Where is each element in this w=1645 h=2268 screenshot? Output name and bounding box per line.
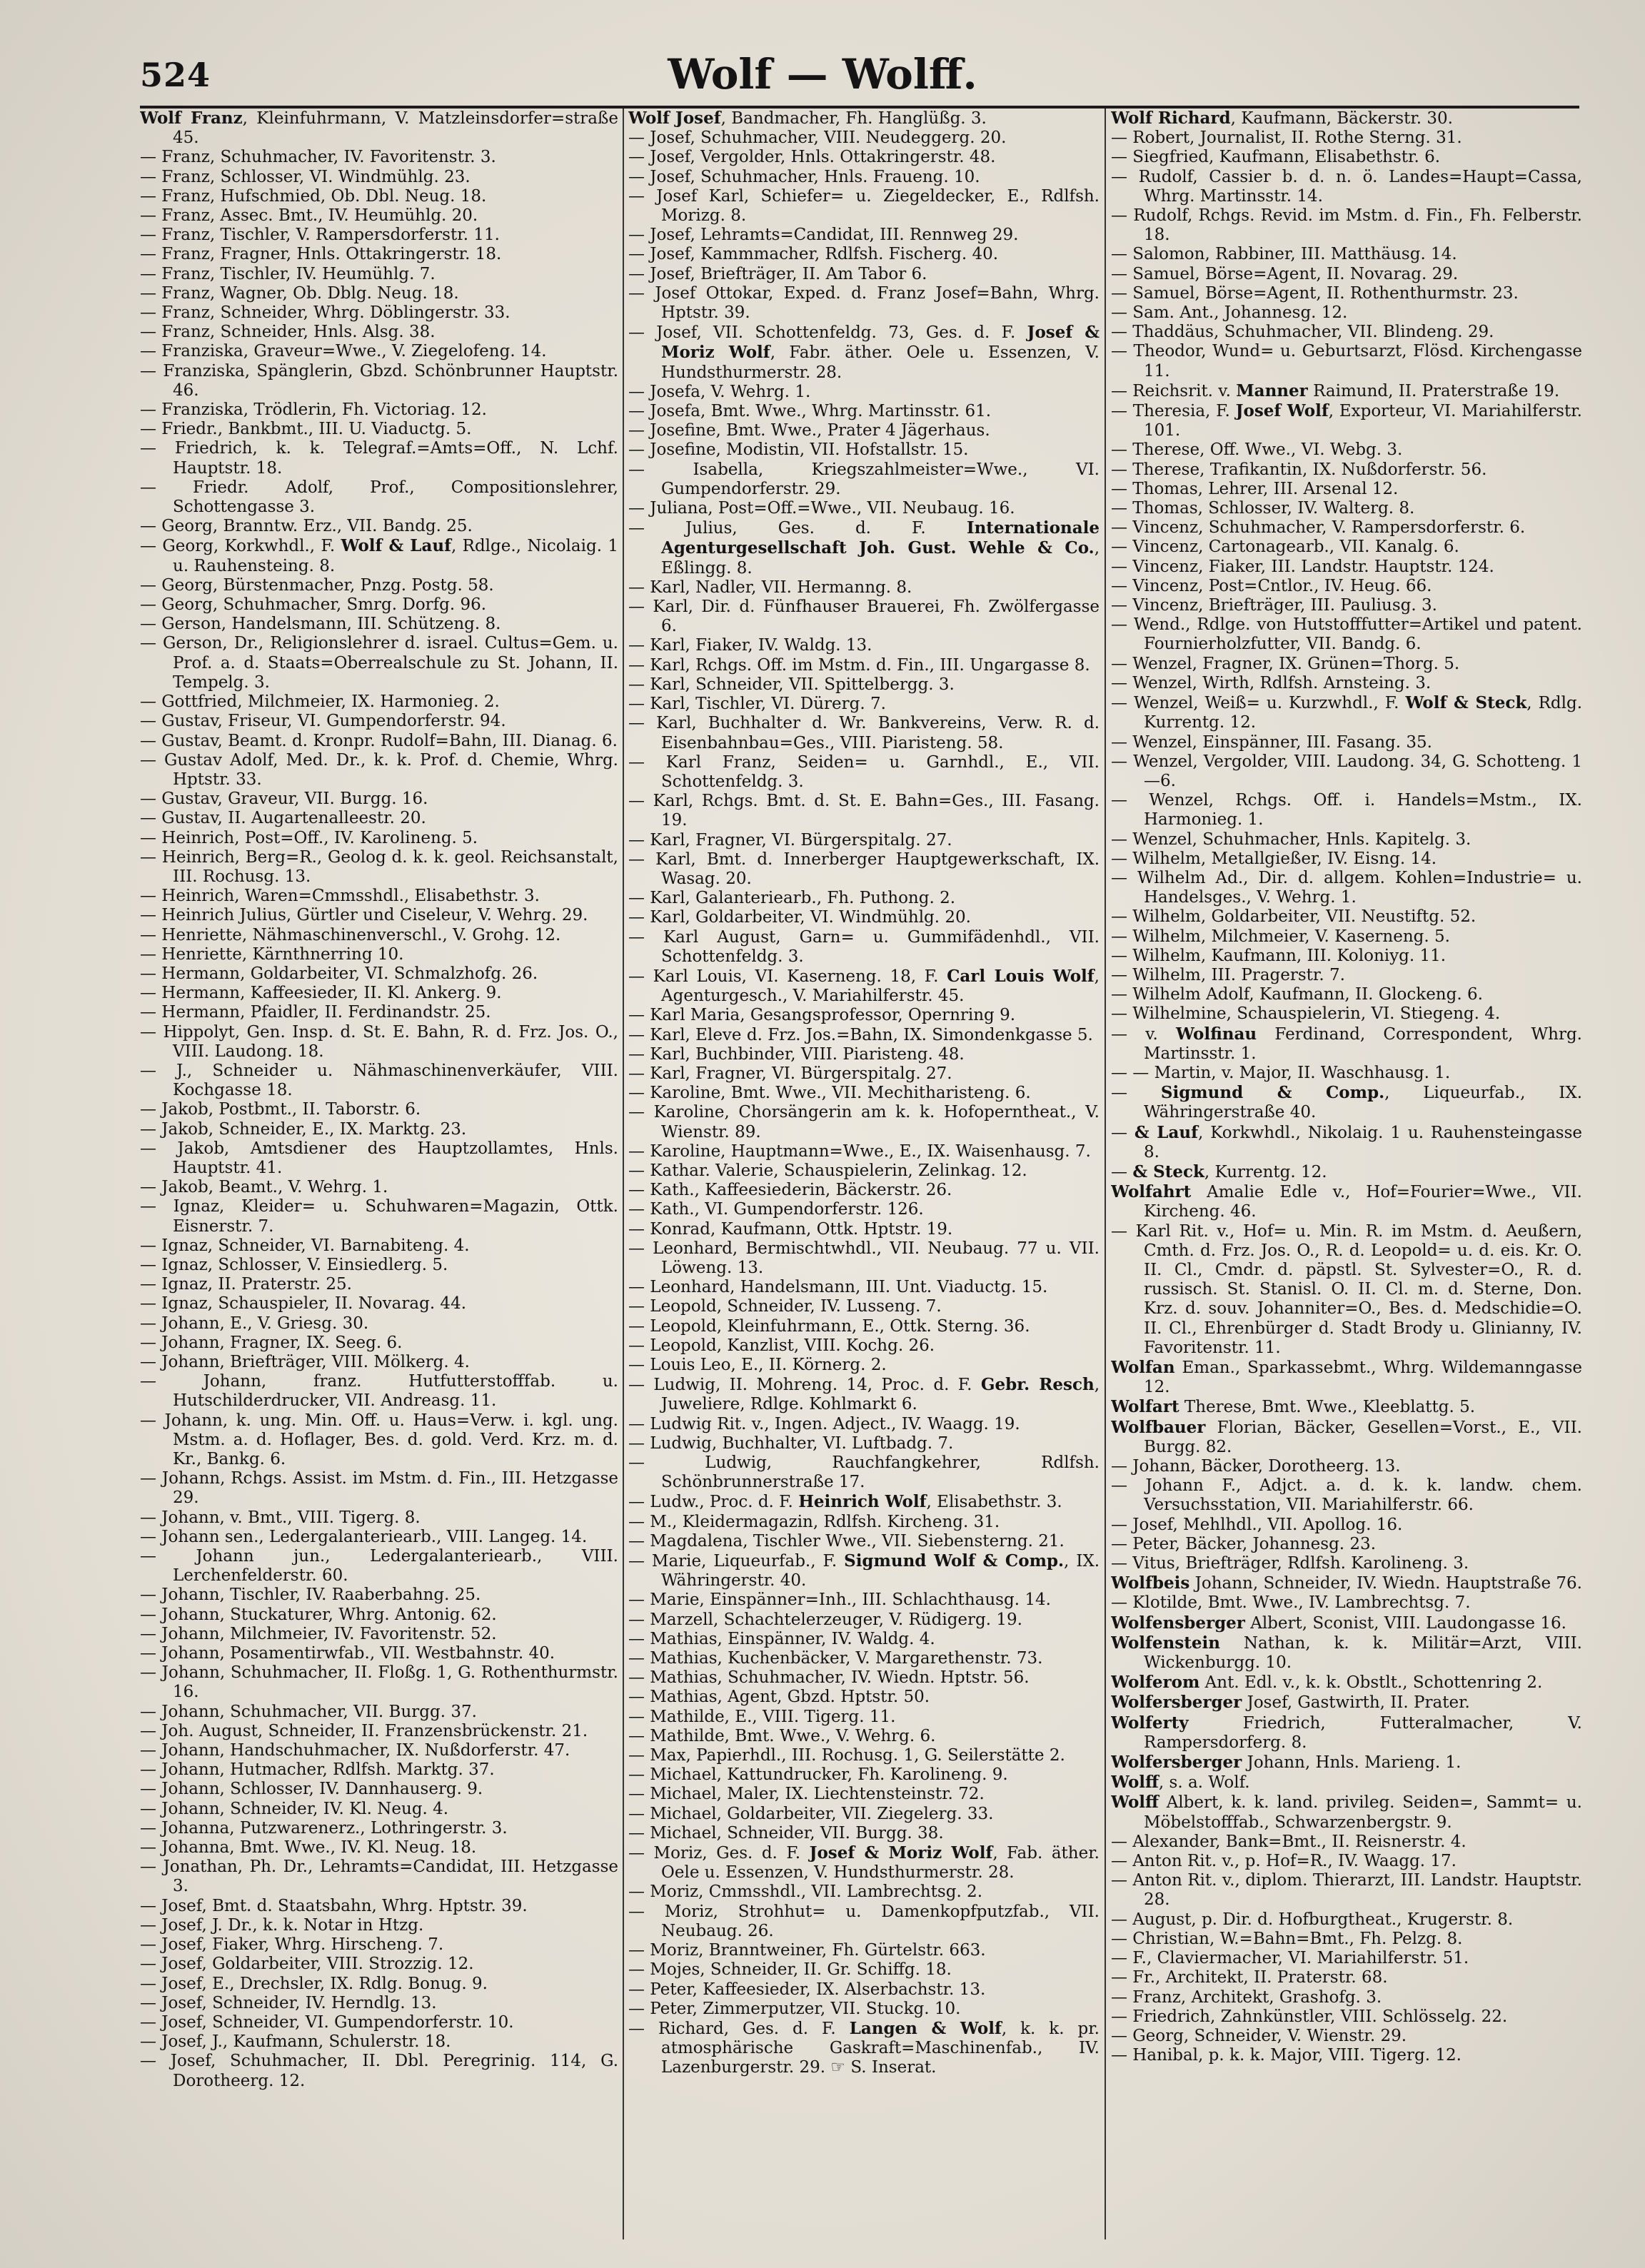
directory-entry: — Johann, Milchmeier, IV. Favoritenstr. 52. (140, 1624, 497, 1643)
directory-entry: — Gerson, Dr., Religionslehrer d. israel. Cultus=Gem. u. Prof. a. d. Staats=Oberrealschule zu St. Johann, II. Tempelg. 3. (140, 634, 618, 692)
directory-entry: — Kathar. Valerie, Schauspielerin, Zelinkag. 12. (628, 1161, 1027, 1180)
directory-entry: — Vincenz, Schuhmacher, V. Rampersdorferstr. 6. (1111, 518, 1526, 538)
directory-entry: — Franz, Tischler, V. Rampersdorferstr. 11. (140, 226, 500, 245)
directory-entry: — Theodor, Wund= u. Geburtsarzt, Flösd. Kirchengasse 11. (1111, 342, 1582, 380)
directory-entry: — Josefine, Modistin, VII. Hofstallstr. 15. (628, 440, 969, 460)
directory-entry: — Robert, Journalist, II. Rothe Sterng. 31. (1111, 128, 1462, 148)
directory-entry: — August, p. Dir. d. Hofburgtheat., Krugerstr. 8. (1111, 1910, 1514, 1929)
directory-entry: — Leonhard, Bermischtwhdl., VII. Neubaug. 77 u. VII. Löweng. 13. (628, 1239, 1100, 1277)
directory-entry: — Georg, Schuhmacher, Smrg. Dorfg. 96. (140, 595, 487, 615)
directory-entry: — Max, Papierhdl., III. Rochusg. 1, G. Seilerstätte 2. (628, 1746, 1065, 1765)
directory-entry: — Johanna, Bmt. Wwe., IV. Kl. Neug. 18. (140, 1838, 477, 1858)
directory-entry: — Johann, Schlosser, IV. Dannhauserg. 9. (140, 1780, 483, 1799)
directory-entry: — Moriz, Strohhut= u. Damenkopfputzfab., VII. Neubaug. 26. (628, 1902, 1100, 1940)
directory-entry: — Marie, Einspänner=Inh., III. Schlachthausg. 14. (628, 1591, 1051, 1610)
directory-entry: — Johann, v. Bmt., VIII. Tigerg. 8. (140, 1508, 421, 1527)
directory-entry: — Vincenz, Cartonagearb., VII. Kanalg. 6. (1111, 538, 1459, 557)
directory-entry: — Josef, J. Dr., k. k. Notar in Htzg. (140, 1915, 424, 1935)
directory-entry: — Karl, Nadler, VII. Hermanng. 8. (628, 578, 912, 597)
column-divider (623, 109, 624, 2239)
directory-entry: — Gustav, Beamt. d. Kronpr. Rudolf=Bahn, III. Dianag. 6. (140, 731, 618, 750)
directory-entry: Wolf Richard, Kaufmann, Bäckerstr. 30. (1111, 109, 1453, 128)
directory-entry: — Wilhelm, Metallgießer, IV. Eisng. 14. (1111, 849, 1437, 868)
directory-entry: — Karl, Buchhalter d. Wr. Bankvereins, Verw. R. d. Eisenbahnbau=Ges., VIII. Piaristeng. 58. (628, 714, 1100, 752)
directory-entry: — Vincenz, Post=Cntlor., IV. Heug. 66. (1111, 576, 1432, 595)
directory-entry: — Heinrich, Post=Off., IV. Karolineng. 5. (140, 828, 478, 847)
directory-entry: — Karl Rit. v., Hof= u. Min. R. im Mstm. d. Aeußern, Cmth. d. Frz. Jos. O., R. d. Leopold= u. d. eis. Kr. O. II. Cl., Cmdr. d. päpstl. St. Sylvester=O., R. d. russisch. St. Stanisl. O. II. Cl. m. d. Sterne, Don. Krz. d. souv. Johanniter=O., Bes. d. Medschidie=O. II. Cl., Ehrenbürger d. Stadt Brody u. Glinianny, IV. Favoritenstr. 11. (1111, 1221, 1582, 1357)
directory-entry: — Mojes, Schneider, II. Gr. Schiffg. 18. (628, 1960, 952, 1980)
directory-entry: — Vincenz, Briefträger, III. Pauliusg. 3. (1111, 596, 1437, 615)
directory-entry: — v. Wolfinau Ferdinand, Correspondent, Whrg. Martinsstr. 1. (1111, 1024, 1582, 1063)
directory-entry: Wolf Josef, Bandmacher, Fh. Hanglüßg. 3. (628, 109, 987, 128)
directory-entry: — Karoline, Hauptmann=Wwe., E., IX. Waisenhausg. 7. (628, 1141, 1091, 1161)
directory-entry: — Peter, Zimmerputzer, VII. Stuckg. 10. (628, 1999, 961, 2018)
directory-entry: — Johann jun., Ledergalanteriearb., VIII. Lerchenfelderstr. 60. (140, 1547, 618, 1586)
directory-entry: — Henriette, Nähmaschinenverschl., V. Grohg. 12. (140, 925, 561, 944)
directory-entry: — Hermann, Pfaidler, II. Ferdinandstr. 25. (140, 1003, 491, 1022)
directory-entry: — Michael, Kattundrucker, Fh. Karolineng. 9. (628, 1765, 1008, 1785)
directory-entry: — Franz, Schuhmacher, IV. Favoritenstr. 3. (140, 148, 496, 167)
directory-entry: — Friedr. Adolf, Prof., Compositionslehrer, Schottengasse 3. (140, 478, 618, 517)
directory-entry: — Johann, Tischler, IV. Raaberbahng. 25. (140, 1586, 481, 1605)
directory-entry: — Heinrich, Berg=R., Geolog d. k. k. geol. Reichsanstalt, III. Rochusg. 13. (140, 847, 618, 886)
column-1 (140, 109, 618, 2248)
directory-entry: — Jakob, Beamt., V. Wehrg. 1. (140, 1178, 388, 1197)
directory-entry: — Franz, Schneider, Hnls. Alsg. 38. (140, 323, 436, 342)
directory-entry: — Joh. August, Schneider, II. Franzensbrückenstr. 21. (140, 1721, 588, 1740)
directory-entry: — Karl Franz, Seiden= u. Garnhdl., E., VII. Schottenfeldg. 3. (628, 752, 1100, 791)
directory-entry: — Wilhelm, III. Pragerstr. 7. (1111, 965, 1345, 984)
directory-entry: — Gottfried, Milchmeier, IX. Harmonieg. 2. (140, 692, 500, 712)
directory-entry: — Karl, Fragner, VI. Bürgerspitalg. 27. (628, 1064, 952, 1083)
directory-entry: — Josef, Bmt. d. Staatsbahn, Whrg. Hptstr. 39. (140, 1896, 528, 1915)
directory-entry: — Josef, Schuhmacher, Hnls. Fraueng. 10. (628, 167, 980, 186)
directory-entry: — Karl, Dir. d. Fünfhauser Brauerei, Fh. Zwölfergasse 6. (628, 598, 1100, 636)
directory-entry: — Josef, Vergolder, Hnls. Ottakringerstr. 48. (628, 148, 996, 167)
directory-entry: — Josef, Schuhmacher, II. Dbl. Peregrinig. 114, G. Dorotheerg. 12. (140, 2052, 618, 2090)
directory-entry: — Reichsrit. v. Manner Raimund, II. Praterstraße 19. (1111, 380, 1560, 400)
directory-entry: — Konrad, Kaufmann, Ottk. Hptstr. 19. (628, 1219, 953, 1239)
page-title: Wolf — Wolff. (668, 50, 977, 99)
directory-entry: — Christian, W.=Bahn=Bmt., Fh. Pelzg. 8. (1111, 1929, 1463, 1948)
directory-entry: — Heinrich, Waren=Cmmsshdl., Elisabethstr. 3. (140, 887, 540, 906)
directory-entry: — Wend., Rdlge. von Hutstofffutter=Artikel und patent. Fournierholzfutter, VII. Bandg. 6. (1111, 615, 1582, 654)
directory-entry: — Therese, Trafikantin, IX. Nußdorferstr. 56. (1111, 460, 1487, 479)
directory-entry: — Josef, Kammmacher, Rdlfsh. Fischerg. 40. (628, 245, 999, 264)
directory-entry: — Michael, Maler, IX. Liechtensteinstr. 72. (628, 1785, 985, 1804)
directory-entry: — Ludwig Rit. v., Ingen. Adject., IV. Waagg. 19. (628, 1414, 1020, 1433)
directory-entry: — Josefine, Bmt. Wwe., Prater 4 Jägerhaus. (628, 421, 990, 440)
page-number: 524 (140, 56, 211, 94)
directory-entry: Wolfersberger Johann, Hnls. Marieng. 1. (1111, 1753, 1462, 1773)
directory-entry: — Johann, Bäcker, Dorotheerg. 13. (1111, 1457, 1401, 1476)
directory-entry: — Ludw., Proc. d. F. Heinrich Wolf, Elisabethstr. 3. (628, 1492, 1062, 1512)
directory-entry: — Heinrich Julius, Gürtler und Ciseleur, V. Wehrg. 29. (140, 906, 588, 925)
directory-entry: — Karl, Rchgs. Off. im Mstm. d. Fin., III. Ungargasse 8. (628, 655, 1090, 675)
directory-entry: — Franziska, Trödlerin, Fh. Victoriag. 12. (140, 400, 487, 420)
directory-entry: — Leopold, Kanzlist, VIII. Kochg. 26. (628, 1336, 935, 1355)
directory-entry: — Moriz, Cmmsshdl., VII. Lambrechtsg. 2. (628, 1883, 983, 1902)
directory-entry: — Wilhelm, Kaufmann, III. Koloniyg. 11. (1111, 946, 1447, 965)
directory-entry: — Karl August, Garn= u. Gummifädenhdl., VII. Schottenfeldg. 3. (628, 927, 1100, 966)
directory-entry: — Wilhelm Adolf, Kaufmann, II. Glockeng. 6. (1111, 985, 1483, 1004)
directory-entry: — Gustav, II. Augartenalleestr. 20. (140, 809, 426, 828)
directory-entry: — Johann sen., Ledergalanteriearb., VIII. Langeg. 14. (140, 1527, 588, 1546)
directory-entry: — Michael, Schneider, VII. Burgg. 38. (628, 1823, 944, 1843)
directory-entry: — Wenzel, Rchgs. Off. i. Handels=Mstm., IX. Harmonieg. 1. (1111, 791, 1582, 830)
directory-entry: — — Martin, v. Major, II. Waschhausg. 1. (1111, 1063, 1451, 1082)
directory-entry: — Karl Louis, VI. Kaserneng. 18, F. Carl Louis Wolf, Agenturgesch., V. Mariahilferstr. 45. (628, 966, 1100, 1006)
directory-entry: — Karl, Schneider, VII. Spittelbergg. 3. (628, 675, 955, 694)
directory-entry: — Franz, Hufschmied, Ob. Dbl. Neug. 18. (140, 186, 487, 206)
directory-entry: — Franz, Wagner, Ob. Dblg. Neug. 18. (140, 283, 459, 303)
directory-entry: — Karl, Galanteriearb., Fh. Puthong. 2. (628, 889, 956, 908)
directory-entry: — Marzell, Schachtelerzeuger, V. Rüdigerg. 19. (628, 1610, 1022, 1629)
directory-entry: — Rudolf, Rchgs. Revid. im Mstm. d. Fin., Fh. Felberstr. 18. (1111, 206, 1582, 245)
directory-entry: Wolfbauer Florian, Bäcker, Gesellen=Vorst., E., VII. Burgg. 82. (1111, 1417, 1582, 1456)
directory-entry: — Louis Leo, E., II. Körnerg. 2. (628, 1356, 887, 1374)
directory-entry: — Wilhelm Ad., Dir. d. allgem. Kohlen=Industrie= u. Handelsges., V. Wehrg. 1. (1111, 868, 1582, 907)
directory-entry: — Alexander, Bank=Bmt., II. Reisnerstr. 4. (1111, 1832, 1467, 1851)
directory-entry: — Henriette, Kärnthnerring 10. (140, 944, 404, 964)
directory-entry: — Therese, Off. Wwe., VI. Webg. 3. (1111, 440, 1403, 460)
directory-entry: — Johanna, Putzwarenerz., Lothringerstr. 3. (140, 1818, 508, 1838)
directory-entry: — Karl, Buchbinder, VIII. Piaristeng. 48. (628, 1044, 965, 1064)
directory-entry: — Thomas, Lehrer, III. Arsenal 12. (1111, 479, 1399, 498)
directory-entry: — Peter, Kaffeesieder, IX. Alserbachstr. 13. (628, 1980, 986, 1999)
directory-entry: — Karoline, Bmt. Wwe., VII. Mechitharisteng. 6. (628, 1084, 1031, 1103)
directory-entry: — Vincenz, Fiaker, III. Landstr. Hauptstr. 124. (1111, 557, 1494, 576)
directory-entry: — F., Claviermacher, VI. Mariahilferstr. 51. (1111, 1949, 1469, 1968)
directory-entry: — Mathias, Schuhmacher, IV. Wiedn. Hptstr. 56. (628, 1668, 1030, 1688)
directory-entry: — Julius, Ges. d. F. Internationale Agenturgesellschaft Joh. Gust. Wehle & Co., Eßlingg. 8. (628, 518, 1100, 578)
directory-entry: — Wenzel, Einspänner, III. Fasang. 35. (1111, 732, 1432, 752)
directory-entry: — Jakob, Postbmt., II. Taborstr. 6. (140, 1100, 421, 1119)
directory-entry: — Josef, Mehlhdl., VII. Apollog. 16. (1111, 1515, 1403, 1534)
directory-entry: — Sam. Ant., Johannesg. 12. (1111, 303, 1348, 323)
directory-entry: — Klotilde, Bmt. Wwe., IV. Lambrechtsg. 7. (1111, 1593, 1471, 1613)
directory-entry: Wolf Franz, Kleinfuhrmann, V. Matzleinsdorfer=straße 45. (140, 109, 618, 148)
directory-entry: — Jakob, Schneider, E., IX. Marktg. 23. (140, 1119, 467, 1139)
directory-entry: — Ignaz, Schlosser, V. Einsiedlerg. 5. (140, 1255, 448, 1274)
directory-entry: — & Steck, Kurrentg. 12. (1111, 1161, 1327, 1181)
directory-entry: — Josef, Schneider, VI. Gumpendorferstr. 10. (140, 2012, 514, 2032)
directory-entry: — Siegfried, Kaufmann, Elisabethstr. 6. (1111, 148, 1441, 167)
directory-entry: — M., Kleidermagazin, Rdlfsh. Kircheng. 31. (628, 1512, 1000, 1531)
directory-entry: — Josef Ottokar, Exped. d. Franz Josef=Bahn, Whrg. Hptstr. 39. (628, 283, 1100, 323)
directory-entry: — Marie, Liqueurfab., F. Sigmund Wolf & Comp., IX. Währingerstr. 40. (628, 1551, 1100, 1591)
directory-entry: — Georg, Korkwhdl., F. Wolf & Lauf, Rdlge., Nicolaig. 1 u. Rauhensteing. 8. (140, 536, 618, 575)
directory-entry: — Kath., Kaffeesiederin, Bäckerstr. 26. (628, 1181, 952, 1200)
directory-entry: Wolferty Friedrich, Futteralmacher, V. Rampersdorferg. 8. (1111, 1713, 1582, 1752)
directory-entry: — Fr., Architekt, II. Praterstr. 68. (1111, 1968, 1388, 1987)
directory-entry: — Mathilde, E., VIII. Tigerg. 11. (628, 1707, 896, 1726)
directory-entry: Wolfbeis Johann, Schneider, IV. Wiedn. Hauptstraße 76. (1111, 1573, 1582, 1593)
directory-entry: — Johann, E., V. Griesg. 30. (140, 1314, 369, 1333)
directory-entry: — Johann, Schneider, IV. Kl. Neug. 4. (140, 1799, 449, 1818)
directory-entry: — Josef, E., Drechsler, IX. Rdlg. Bonug. 9. (140, 1974, 488, 1993)
directory-entry: Wolfart Therese, Bmt. Wwe., Kleeblattg. 5. (1111, 1397, 1476, 1417)
directory-entry: — Sigmund & Comp., Liqueurfab., IX. Währingerstraße 40. (1111, 1083, 1582, 1122)
directory-entry: — Karoline, Chorsängerin am k. k. Hofoperntheat., V. Wienstr. 89. (628, 1103, 1100, 1141)
directory-entry: — Karl, Eleve d. Frz. Jos.=Bahn, IX. Simondenkgasse 5. (628, 1025, 1093, 1044)
directory-entry: — Anton Rit. v., p. Hof=R., IV. Waagg. 17. (1111, 1852, 1457, 1871)
directory-entry: — Wenzel, Weiß= u. Kurzwhdl., F. Wolf & Steck, Rdlg. Kurrentg. 12. (1111, 693, 1582, 732)
directory-entry: — Mathias, Agent, Gbzd. Hptstr. 50. (628, 1688, 930, 1707)
directory-entry: — Friedrich, Zahnkünstler, VIII. Schlösselg. 22. (1111, 2007, 1508, 2026)
directory-entry: — Johann, Handschuhmacher, IX. Nußdorferstr. 47. (140, 1741, 570, 1760)
directory-entry: — Ludwig, Buchhalter, VI. Luftbadg. 7. (628, 1433, 954, 1453)
directory-entry: — Juliana, Post=Off.=Wwe., VII. Neubaug. 16. (628, 499, 1015, 518)
directory-entry: — Peter, Bäcker, Johannesg. 23. (1111, 1534, 1376, 1553)
column-divider (1105, 109, 1106, 2239)
directory-entry: — Georg, Bürstenmacher, Pnzg. Postg. 58. (140, 575, 494, 595)
directory-entry: — Franz, Fragner, Hnls. Ottakringerstr. 18. (140, 245, 502, 264)
directory-entry: — Johann, franz. Hutfutterstofffab. u. Hutschilderdrucker, VII. Andreasg. 11. (140, 1372, 618, 1411)
directory-entry: — Ludwig, Rauchfangkehrer, Rdlfsh. Schönbrunnerstraße 17. (628, 1453, 1100, 1492)
directory-entry: — Georg, Schneider, V. Wienstr. 29. (1111, 2026, 1407, 2045)
directory-entry: — Friedrich, k. k. Telegraf.=Amts=Off., N. Lchf. Hauptstr. 18. (140, 439, 618, 478)
directory-entry: — Wilhelm, Milchmeier, V. Kaserneng. 5. (1111, 927, 1450, 946)
directory-entry: — Mathias, Kuchenbäcker, V. Margarethenstr. 73. (628, 1649, 1043, 1668)
directory-entry: — Mathias, Einspänner, IV. Waldg. 4. (628, 1629, 935, 1648)
directory-entry: — Hermann, Kaffeesieder, II. Kl. Ankerg. 9. (140, 984, 502, 1003)
directory-entry: — Moriz, Ges. d. F. Josef & Moriz Wolf, Fab. äther. Oele u. Essenzen, V. Hundsthurmerstr. 28. (628, 1843, 1100, 1883)
directory-entry: — Josef, Briefträger, II. Am Tabor 6. (628, 264, 927, 283)
directory-entry: — Johann F., Adjct. a. d. k. k. landw. chem. Versuchsstation, VII. Mariahilferstr. 66. (1111, 1476, 1582, 1515)
directory-entry: — Ignaz, Kleider= u. Schuhwaren=Magazin, Ottk. Eisnerstr. 7. (140, 1197, 618, 1236)
directory-entry: — Johann, Posamentirwfab., VII. Westbahnstr. 40. (140, 1644, 555, 1663)
directory-entry: — Wenzel, Fragner, IX. Grünen=Thorg. 5. (1111, 654, 1460, 673)
directory-entry: — Johann, Rchgs. Assist. im Mstm. d. Fin., III. Hetzgasse 29. (140, 1469, 618, 1508)
directory-entry: — Josef, Schneider, IV. Herndlg. 13. (140, 1993, 437, 2012)
directory-entry: — Kath., VI. Gumpendorferstr. 126. (628, 1200, 924, 1219)
directory-entry: — Gustav, Graveur, VII. Burgg. 16. (140, 790, 428, 809)
directory-entry: Wolff Albert, k. k. land. privileg. Seiden=, Sammt= u. Möbelstofffab., Schwarzenbergstr. 9. (1111, 1793, 1582, 1832)
directory-entry: — Magdalena, Tischler Wwe., VII. Siebensterng. 21. (628, 1531, 1065, 1551)
directory-entry: — Franz, Schlosser, VI. Windmühlg. 23. (140, 167, 471, 186)
directory-entry: — Ignaz, Schneider, VI. Barnabiteng. 4. (140, 1236, 470, 1255)
directory-entry: — Gerson, Handelsmann, III. Schützeng. 8. (140, 615, 501, 634)
directory-entry: — Hanibal, p. k. k. Major, VIII. Tigerg. 12. (1111, 2046, 1462, 2065)
directory-entry: — Karl, Fiaker, IV. Waldg. 13. (628, 636, 872, 655)
directory-entry: — Johann, Stuckaturer, Whrg. Antonig. 62. (140, 1605, 497, 1624)
directory-entry: — Ignaz, II. Praterstr. 25. (140, 1275, 352, 1294)
directory-entry: — Michael, Goldarbeiter, VII. Ziegelerg. 33. (628, 1804, 994, 1823)
directory-entry: — Wenzel, Schuhmacher, Hnls. Kapitelg. 3. (1111, 830, 1472, 849)
directory-entry: — Wenzel, Wirth, Rdlfsh. Arnsteing. 3. (1111, 673, 1432, 692)
directory-entry: — Wilhelm, Goldarbeiter, VII. Neustiftg. 52. (1111, 907, 1477, 927)
directory-entry: — Mathilde, Bmt. Wwe., V. Wehrg. 6. (628, 1726, 936, 1745)
directory-entry: — Josef, Goldarbeiter, VIII. Strozzig. 12. (140, 1955, 474, 1974)
directory-entry: — Franziska, Spänglerin, Gbzd. Schönbrunner Hauptstr. 46. (140, 361, 618, 400)
directory-entry: — Wilhelmine, Schauspielerin, VI. Stiegeng. 4. (1111, 1004, 1501, 1024)
directory-entry: — Josefa, V. Wehrg. 1. (628, 382, 811, 401)
directory-entry: — Jonathan, Ph. Dr., Lehramts=Candidat, III. Hetzgasse 3. (140, 1858, 618, 1896)
directory-entry: Wolfersberger Josef, Gastwirth, II. Prater. (1111, 1693, 1470, 1713)
directory-entry: — Georg, Branntw. Erz., VII. Bandg. 25. (140, 517, 473, 536)
directory-entry: — Friedr., Bankbmt., III. U. Viaductg. 5. (140, 420, 472, 439)
directory-entry: — Hippolyt, Gen. Insp. d. St. E. Bahn, R. d. Frz. Jos. O., VIII. Laudong. 18. (140, 1022, 618, 1061)
directory-entry: — Johann, Hutmacher, Rdlfsh. Marktg. 37. (140, 1760, 495, 1780)
directory-entry: — Anton Rit. v., diplom. Thierarzt, III. Landstr. Hauptstr. 28. (1111, 1871, 1582, 1910)
directory-entry: — Jakob, Amtsdiener des Hauptzollamtes, Hnls. Hauptstr. 41. (140, 1139, 618, 1177)
directory-entry: — Samuel, Börse=Agent, II. Rothenthurmstr. 23. (1111, 283, 1519, 303)
directory-entry: — Ignaz, Schauspieler, II. Novarag. 44. (140, 1294, 467, 1314)
column-2 (628, 109, 1100, 2248)
directory-entry: Wolfenstein Nathan, k. k. Militär=Arzt, VIII. Wickenburgg. 10. (1111, 1633, 1582, 1673)
directory-entry: — Gustav, Friseur, VI. Gumpendorferstr. 94. (140, 712, 506, 731)
directory-entry: — J., Schneider u. Nähmaschinenverkäufer, VIII. Kochgasse 18. (140, 1061, 618, 1100)
directory-entry: — Leopold, Kleinfuhrmann, E., Ottk. Sterng. 36. (628, 1316, 1030, 1336)
directory-entry: Wolfensberger Albert, Sconist, VIII. Laudongasse 16. (1111, 1613, 1566, 1633)
directory-entry: — & Lauf, Korkwhdl., Nikolaig. 1 u. Rauhensteingasse 8. (1111, 1122, 1582, 1161)
directory-entry: — Josef Karl, Schiefer= u. Ziegeldecker, E., Rdlfsh. Morizg. 8. (628, 186, 1100, 226)
directory-entry: — Moriz, Branntweiner, Fh. Gürtelstr. 663. (628, 1941, 986, 1960)
directory-entry: Wolff, s. a. Wolf. (1111, 1773, 1250, 1793)
directory-entry: — Gustav Adolf, Med. Dr., k. k. Prof. d. Chemie, Whrg. Hptstr. 33. (140, 750, 618, 789)
directory-entry: — Johann, Fragner, IX. Seeg. 6. (140, 1333, 403, 1352)
directory-entry: — Josef, VII. Schottenfeldg. 73, Ges. d. F. Josef & Moriz Wolf, Fabr. äther. Oele u. Essenzen, V. Hundsthurmerstr. 28. (628, 323, 1100, 382)
directory-entry: — Karl, Rchgs. Bmt. d. St. E. Bahn=Ges., III. Fasang. 19. (628, 792, 1100, 830)
directory-entry: — Johann, Schuhmacher, VII. Burgg. 37. (140, 1702, 477, 1721)
directory-entry: — Karl, Fragner, VI. Bürgerspitalg. 27. (628, 830, 952, 850)
directory-entry: Wolfahrt Amalie Edle v., Hof=Fourier=Wwe., VII. Kircheng. 46. (1111, 1182, 1582, 1221)
directory-entry: — Samuel, Börse=Agent, II. Novarag. 29. (1111, 264, 1459, 283)
directory-entry: — Richard, Ges. d. F. Langen & Wolf, k. k. pr. atmosphärische Gaskraft=Maschinenfab., IV. Lazenburgerstr. 29. ☞ S. Inserat. (628, 2018, 1100, 2077)
directory-entry: — Thaddäus, Schuhmacher, VII. Blindeng. 29. (1111, 323, 1494, 342)
directory-entry: — Rudolf, Cassier b. d. n. ö. Landes=Haupt=Cassa, Whrg. Martinsstr. 14. (1111, 167, 1582, 206)
directory-entry: — Johann, Schuhmacher, II. Floßg. 1, G. Rothenthurmstr. 16. (140, 1663, 618, 1702)
directory-entry: — Leonhard, Handelsmann, III. Unt. Viaductg. 15. (628, 1278, 1048, 1297)
directory-entry: — Josefa, Bmt. Wwe., Whrg. Martinsstr. 61. (628, 402, 992, 421)
directory-entry: — Josef, Lehramts=Candidat, III. Rennweg 29. (628, 226, 1019, 245)
directory-entry: — Franziska, Graveur=Wwe., V. Ziegelofeng. 14. (140, 342, 547, 361)
directory-entry: — Leopold, Schneider, IV. Lusseng. 7. (628, 1297, 942, 1316)
directory-entry: — Hermann, Goldarbeiter, VI. Schmalzhofg. 26. (140, 964, 538, 983)
directory-entry: — Johann, Briefträger, VIII. Mölkerg. 4. (140, 1353, 470, 1371)
directory-entry: — Isabella, Kriegszahlmeister=Wwe., VI. Gumpendorferstr. 29. (628, 460, 1100, 498)
directory-entry: — Franz, Schneider, Whrg. Döblingerstr. 33. (140, 303, 510, 323)
directory-entry: — Franz, Assec. Bmt., IV. Heumühlg. 20. (140, 206, 478, 226)
directory-entry: — Wenzel, Vergolder, VIII. Laudong. 34, G. Schotteng. 1—6. (1111, 752, 1582, 790)
directory-entry: — Josef, J., Kaufmann, Schulerstr. 18. (140, 2032, 451, 2052)
directory-entry: Wolferom Ant. Edl. v., k. k. Obstlt., Schottenring 2. (1111, 1673, 1543, 1693)
directory-entry: — Karl, Tischler, VI. Dürerg. 7. (628, 695, 886, 714)
directory-entry: — Karl Maria, Gesangsprofessor, Opernring 9. (628, 1006, 1016, 1025)
directory-entry: — Franz, Tischler, IV. Heumühlg. 7. (140, 264, 436, 283)
directory-entry: — Karl, Goldarbeiter, VI. Windmühlg. 20. (628, 908, 971, 927)
directory-entry: Wolfan Eman., Sparkassebmt., Whrg. Wildemanngasse 12. (1111, 1358, 1582, 1397)
directory-entry: — Josef, Schuhmacher, VIII. Neudeggerg. 20. (628, 128, 1007, 148)
directory-entry: — Vitus, Briefträger, Rdlfsh. Karolineng. 3. (1111, 1554, 1469, 1573)
directory-entry: — Josef, Fiaker, Whrg. Hirscheng. 7. (140, 1935, 444, 1955)
directory-entry: — Franz, Architekt, Grashofg. 3. (1111, 1987, 1382, 2007)
directory-entry: — Johann, k. ung. Min. Off. u. Haus=Verw. i. kgl. ung. Mstm. a. d. Hoflager, Bes. d. gold. Verd. Krz. m. d. Kr., Bankg. 6. (140, 1411, 618, 1469)
directory-entry: — Karl, Bmt. d. Innerberger Hauptgewerkschaft, IX. Wasag. 20. (628, 850, 1100, 888)
column-3 (1111, 109, 1582, 2248)
directory-entry: — Thomas, Schlosser, IV. Walterg. 8. (1111, 499, 1415, 518)
directory-entry: — Salomon, Rabbiner, III. Matthäusg. 14. (1111, 245, 1457, 264)
directory-entry: — Theresia, F. Josef Wolf, Exporteur, VI. Mariahilferstr. 101. (1111, 401, 1582, 440)
directory-entry: — Ludwig, II. Mohreng. 14, Proc. d. F. Gebr. Resch, Juweliere, Rdlge. Kohlmarkt 6. (628, 1375, 1100, 1414)
